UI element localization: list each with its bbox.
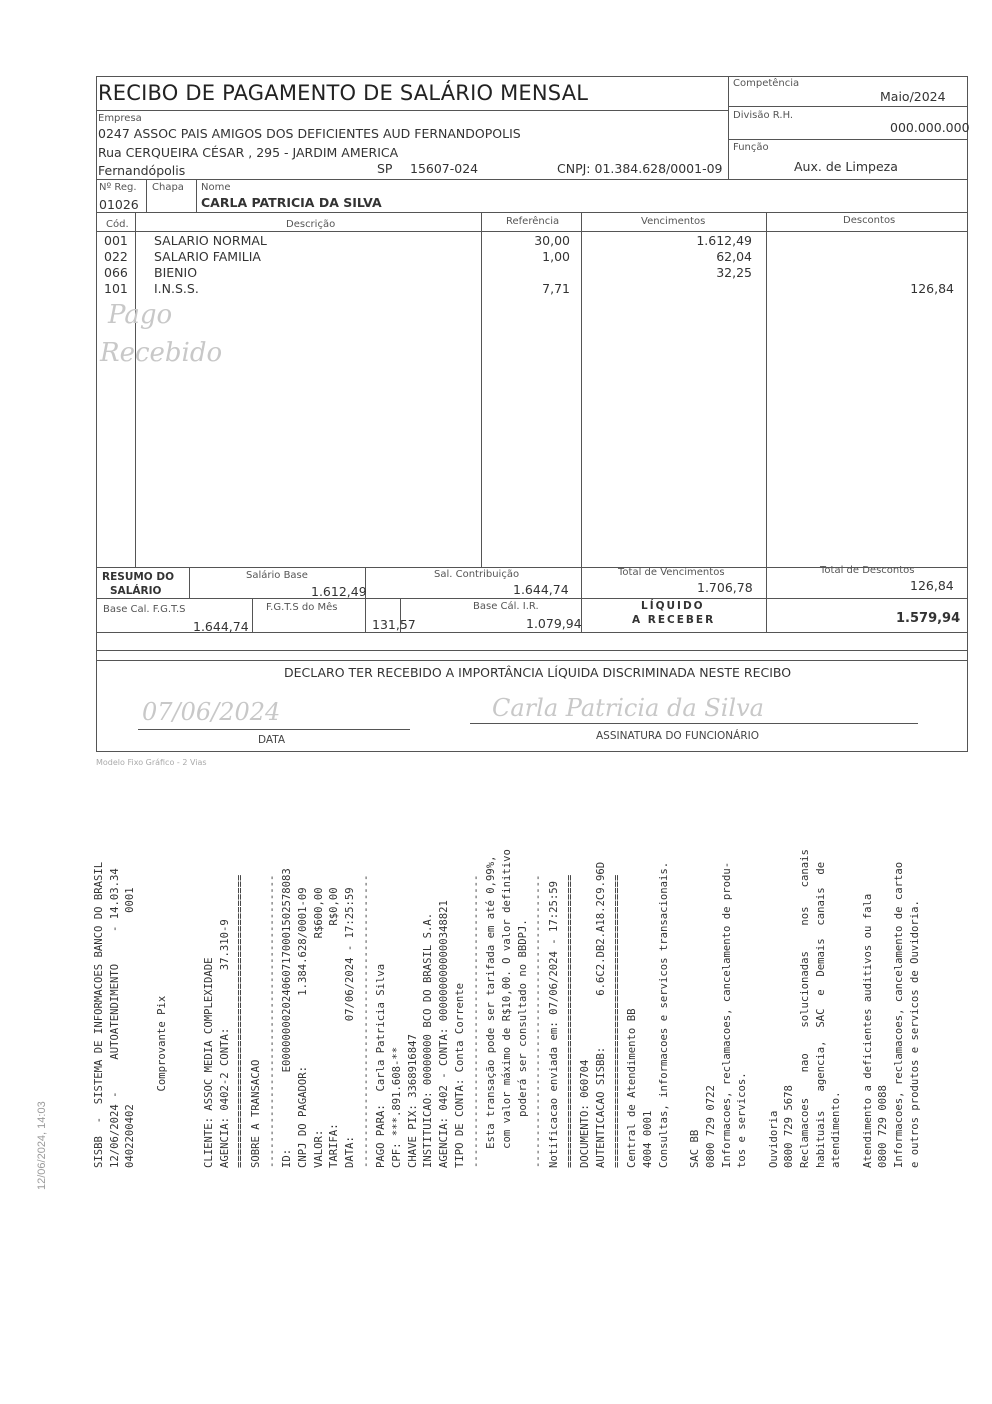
base-ir-label: Base Cál. I.R. <box>473 601 539 612</box>
pix-receipt <box>92 808 921 1168</box>
pix-line-text: com valor máximo de R$10,00. O valor definitivo <box>500 849 513 1168</box>
pix-line <box>829 808 845 1168</box>
pix-line <box>233 808 249 1168</box>
pix-line <box>594 808 610 1168</box>
pix-line <box>280 808 296 1168</box>
pix-line <box>516 808 532 1168</box>
pix-line <box>625 808 641 1168</box>
pix-line <box>390 808 406 1168</box>
pix-line-text: ---------------------------------------------- <box>532 874 545 1168</box>
pix-line <box>327 808 343 1168</box>
pix-line <box>657 808 673 1168</box>
pix-line <box>782 808 798 1168</box>
pix-line-text: SISBB - SISTEMA DE INFORMACOES BANCO DO BRASIL <box>93 861 105 1168</box>
funcao-value: Aux. de Limpeza <box>794 159 898 174</box>
pix-line <box>767 808 783 1168</box>
fgts-mes-label: F.G.T.S do Mês <box>266 602 338 613</box>
nreg-label: Nº Reg. <box>99 182 137 193</box>
pix-line-text: Esta transação pode ser tarifada em até 0,99%, <box>485 855 498 1168</box>
competencia-box-line <box>728 106 968 107</box>
pix-line-text: Informacoes, reclamacoes, cancelamento de produ- <box>720 861 733 1168</box>
pix-line <box>641 808 657 1168</box>
pix-line <box>312 808 328 1168</box>
pix-line <box>578 808 594 1168</box>
pix-line <box>469 808 485 1168</box>
pix-line-text: ============================================== <box>610 874 623 1168</box>
pix-line-text: CLIENTE: ASSOC MEDIA COMPLEXIDADE <box>202 957 215 1168</box>
handwritten-note-1: Pago <box>108 300 173 330</box>
salario-base-value: 1.612,49 <box>311 584 367 599</box>
declaration-top-line <box>96 660 968 661</box>
row-description: BIENIO <box>154 265 198 280</box>
pix-line <box>704 808 720 1168</box>
cep-value: 15607-024 <box>410 161 479 176</box>
pix-line <box>139 808 155 1168</box>
total-venc-label: Total de Vencimentos <box>618 567 725 578</box>
nome-label: Nome <box>201 182 231 193</box>
pix-line <box>359 808 375 1168</box>
pix-line-text: ============================================== <box>234 874 247 1168</box>
vencimentos-column-divider <box>766 212 767 568</box>
pix-line-text: AUTENTICACAO SISBB: 6.6C2.DB2.A18.2C9.96D <box>595 861 607 1168</box>
uf-value: SP <box>377 161 393 176</box>
pix-line <box>563 808 579 1168</box>
pix-line-text: ID: E000000002024060717000150257808З <box>281 868 294 1168</box>
total-venc-value: 1.706,78 <box>697 580 753 595</box>
pix-line-text: CHAVE PIX: 3368916847 <box>406 1034 419 1168</box>
divisao-label: Divisão R.H. <box>733 110 794 121</box>
pix-line-text: tos e servicos. <box>736 1072 749 1168</box>
sal-contrib-value: 1.644,74 <box>513 582 569 597</box>
pix-line-text: DOCUMENTO: 060704 <box>579 1059 592 1168</box>
pix-line <box>374 808 390 1168</box>
pix-line <box>672 808 688 1168</box>
liquido-value: 1.579,94 <box>896 611 961 626</box>
row-reference: 30,00 <box>534 233 570 248</box>
pix-line <box>751 808 767 1168</box>
pix-line-text: TIPO DE CONTA: Conta Corrente <box>453 983 466 1168</box>
form-model-footer: Modelo Fixo Gráfico - 2 Vias <box>96 758 207 766</box>
row-code: 022 <box>104 249 128 264</box>
col-descontos-header: Descontos <box>843 215 896 226</box>
pix-line-text: Central de Atendimento BB <box>626 1008 639 1168</box>
pix-line-text: 12/06/2024 - AUTOATENDIMENTO - 14.03.34 <box>108 868 121 1168</box>
pix-line-text: DATA: 07/06/2024 - 17:25:59 <box>344 887 356 1168</box>
row-code: 101 <box>104 281 128 296</box>
pix-line <box>814 808 830 1168</box>
pix-line-text: AGENCIA: 0402-2 CONTA: 37.310-9 <box>218 919 231 1168</box>
summary-middle-line <box>96 598 968 599</box>
total-desc-value: 126,84 <box>910 578 954 593</box>
funcao-label: Função <box>733 142 769 153</box>
date-line <box>138 729 410 730</box>
pix-line <box>892 808 908 1168</box>
base-fgts-value: 1.644,74 <box>193 619 249 634</box>
competencia-value: Maio/2024 <box>880 89 946 104</box>
salario-base-label: Salário Base <box>246 570 308 581</box>
assinatura-label: ASSINATURA DO FUNCIONÁRIO <box>596 730 759 742</box>
pix-line <box>798 808 814 1168</box>
pix-line-text: 4004 0001 <box>642 1110 655 1168</box>
competencia-divider <box>728 76 729 180</box>
col-referencia-header: Referência <box>506 216 560 227</box>
pix-line <box>421 808 437 1168</box>
pix-line-text: AGENCIA: 0402 - CONTA: 0000000000000348821 <box>438 900 451 1168</box>
total-desc-label: Total de Descontos <box>820 565 915 576</box>
title-divider <box>96 110 728 111</box>
handwritten-signature: Carla Patricia da Silva <box>492 694 764 722</box>
pix-line-text: CNPJ DO PAGADOR: 1.384.628/0001-09 <box>296 887 309 1168</box>
frame-bottom-line <box>96 751 968 752</box>
signature-line <box>470 723 918 724</box>
col-vencimentos-header: Vencimentos <box>641 216 706 227</box>
pix-line-text: ---------------------------------------------- <box>359 874 372 1168</box>
resumo-label-line1: RESUMO DO <box>102 571 175 583</box>
pix-line-text: Comprovante Pix <box>155 995 168 1168</box>
name-divider <box>96 212 968 213</box>
pix-line <box>547 808 563 1168</box>
pix-line-text: Ouvidoria <box>767 1110 780 1168</box>
pix-line <box>453 808 469 1168</box>
pix-line-text: CPF: ***.891.608-** <box>391 1046 404 1168</box>
liquido-label-line1: LÍQUIDO <box>641 600 705 612</box>
empresa-value: 0247 ASSOC PAIS AMIGOS DOS DEFICIENTES AUD FERNANDOPOLIS <box>98 126 521 141</box>
nreg-value: 01026 <box>99 197 139 212</box>
pix-line-text: poderá ser consultado no BBDPJ. <box>516 919 529 1168</box>
handwritten-note-2: Recebido <box>100 338 223 368</box>
competencia-label: Competência <box>733 78 800 89</box>
pix-line <box>123 808 139 1168</box>
pix-line-text: Consultas, informacoes e servicos transacionais. <box>657 861 670 1168</box>
col-descricao-header: Descrição <box>286 219 336 230</box>
row-earnings: 32,25 <box>716 265 752 280</box>
pix-line <box>249 808 265 1168</box>
pix-line <box>876 808 892 1168</box>
pix-line-text: Atendimento a deficientes auditivos ou fala <box>861 893 874 1168</box>
base-fgts-divider <box>252 598 253 632</box>
pix-line <box>861 808 877 1168</box>
chapa-divider <box>196 179 197 212</box>
pix-line <box>720 808 736 1168</box>
chapa-label: Chapa <box>152 182 184 193</box>
receipt-title: RECIBO DE PAGAMENTO DE SALÁRIO MENSAL <box>98 81 589 105</box>
pix-line-text: Informacoes, reclamacoes, cancelamento de cartao <box>893 861 906 1168</box>
row-earnings: 62,04 <box>716 249 752 264</box>
pix-line <box>908 808 924 1168</box>
handwritten-date: 07/06/2024 <box>142 698 281 726</box>
column-header-divider <box>96 231 968 232</box>
sal-contrib-label: Sal. Contribuição <box>434 569 520 580</box>
pix-line-text: SAC BB <box>689 1129 702 1168</box>
pix-line <box>845 808 861 1168</box>
pix-line-text: SOBRE A TRANSACAO <box>249 1059 262 1168</box>
total-venc-divider <box>766 567 767 632</box>
pix-line-text: TARIFA: R$0,00 <box>328 887 341 1168</box>
pix-line <box>155 808 171 1168</box>
pix-line <box>108 808 124 1168</box>
row-description: SALARIO NORMAL <box>154 233 267 248</box>
pix-line <box>531 808 547 1168</box>
row-code: 001 <box>104 233 128 248</box>
base-ir-value: 1.079,94 <box>526 616 582 631</box>
pix-line <box>92 808 108 1168</box>
row-reference: 7,71 <box>542 281 570 296</box>
frame-top-line <box>96 76 968 77</box>
pix-line-text: ---------------------------------------------- <box>265 874 278 1168</box>
pix-line-text: 0800 729 0088 <box>877 1085 890 1168</box>
descricao-column-divider <box>481 212 482 568</box>
pix-line-text: 0800 729 5678 <box>783 1085 796 1168</box>
col-cod-header: Cód. <box>106 219 129 230</box>
pix-line <box>296 808 312 1168</box>
empresa-label: Empresa <box>98 113 142 124</box>
row-code: 066 <box>104 265 128 280</box>
pix-line <box>265 808 281 1168</box>
summary-double-line <box>96 650 968 651</box>
pix-line-text: habituais agencia, SAC e Demais canais de <box>814 861 827 1168</box>
pix-line <box>170 808 186 1168</box>
divisao-box-line <box>728 139 968 140</box>
resumo-divider <box>189 567 190 598</box>
base-fgts-label: Base Cal. F.G.T.S <box>103 604 186 615</box>
fgts-mes-value: 131,57 <box>372 617 416 632</box>
salario-base-divider <box>365 567 366 632</box>
pix-line-text: ---------------------------------------------- <box>469 874 482 1168</box>
nreg-divider <box>146 179 147 212</box>
pix-line-text: e outros produtos e servicos de Ouvidoria. <box>908 900 921 1168</box>
pix-line <box>500 808 516 1168</box>
pix-line <box>610 808 626 1168</box>
pix-line-text: ============================================== <box>563 874 576 1168</box>
pix-line-text: Reclamacoes nao solucionadas nos canais <box>798 849 811 1168</box>
liquido-label-line2: A RECEBER <box>632 614 716 626</box>
pix-line <box>186 808 202 1168</box>
pix-line <box>343 808 359 1168</box>
pix-line-text: Notificacao enviada em: 07/06/2024 - 17:25:59 <box>547 880 560 1168</box>
address-value: Rua CERQUEIRA CÉSAR , 295 - JARDIM AMERICA <box>98 145 399 160</box>
pix-line <box>406 808 422 1168</box>
row-reference: 1,00 <box>542 249 570 264</box>
row-description: I.N.S.S. <box>154 281 199 296</box>
declaration-text: DECLARO TER RECEBIDO A IMPORTÂNCIA LÍQUIDA DISCRIMINADA NESTE RECIBO <box>284 665 792 680</box>
row-deductions: 126,84 <box>910 281 954 296</box>
data-label: DATA <box>258 734 286 746</box>
row-earnings: 1.612,49 <box>696 233 752 248</box>
pix-line <box>218 808 234 1168</box>
pix-line-text: atendimento. <box>830 1091 843 1168</box>
pix-line-text: PAGO PARA: Carla Patricia Silva <box>375 963 388 1168</box>
city-value: Fernandópolis <box>98 163 186 178</box>
pix-line <box>202 808 218 1168</box>
pix-line <box>688 808 704 1168</box>
company-divider <box>96 179 968 180</box>
resumo-label-line2: SALÁRIO <box>110 585 162 597</box>
row-description: SALARIO FAMILIA <box>154 249 261 264</box>
pix-line-text: INSTITUICAO: 00000000 BCO DO BRASIL S.A. <box>422 912 435 1168</box>
print-timestamp: 12/06/2024, 14:03 <box>36 1101 48 1190</box>
pix-line-text: 0402200402 0001 <box>124 887 137 1168</box>
pix-line <box>484 808 500 1168</box>
cod-column-divider <box>135 212 136 568</box>
pix-line-text: VALOR: R$600,00 <box>312 887 325 1168</box>
cnpj-value: CNPJ: 01.384.628/0001-09 <box>557 161 723 176</box>
pix-line <box>735 808 751 1168</box>
employee-name: CARLA PATRICIA DA SILVA <box>201 195 382 210</box>
pix-line <box>437 808 453 1168</box>
divisao-value: 000.000.000 <box>890 120 970 135</box>
pix-line-text: 0800 729 0722 <box>704 1085 717 1168</box>
